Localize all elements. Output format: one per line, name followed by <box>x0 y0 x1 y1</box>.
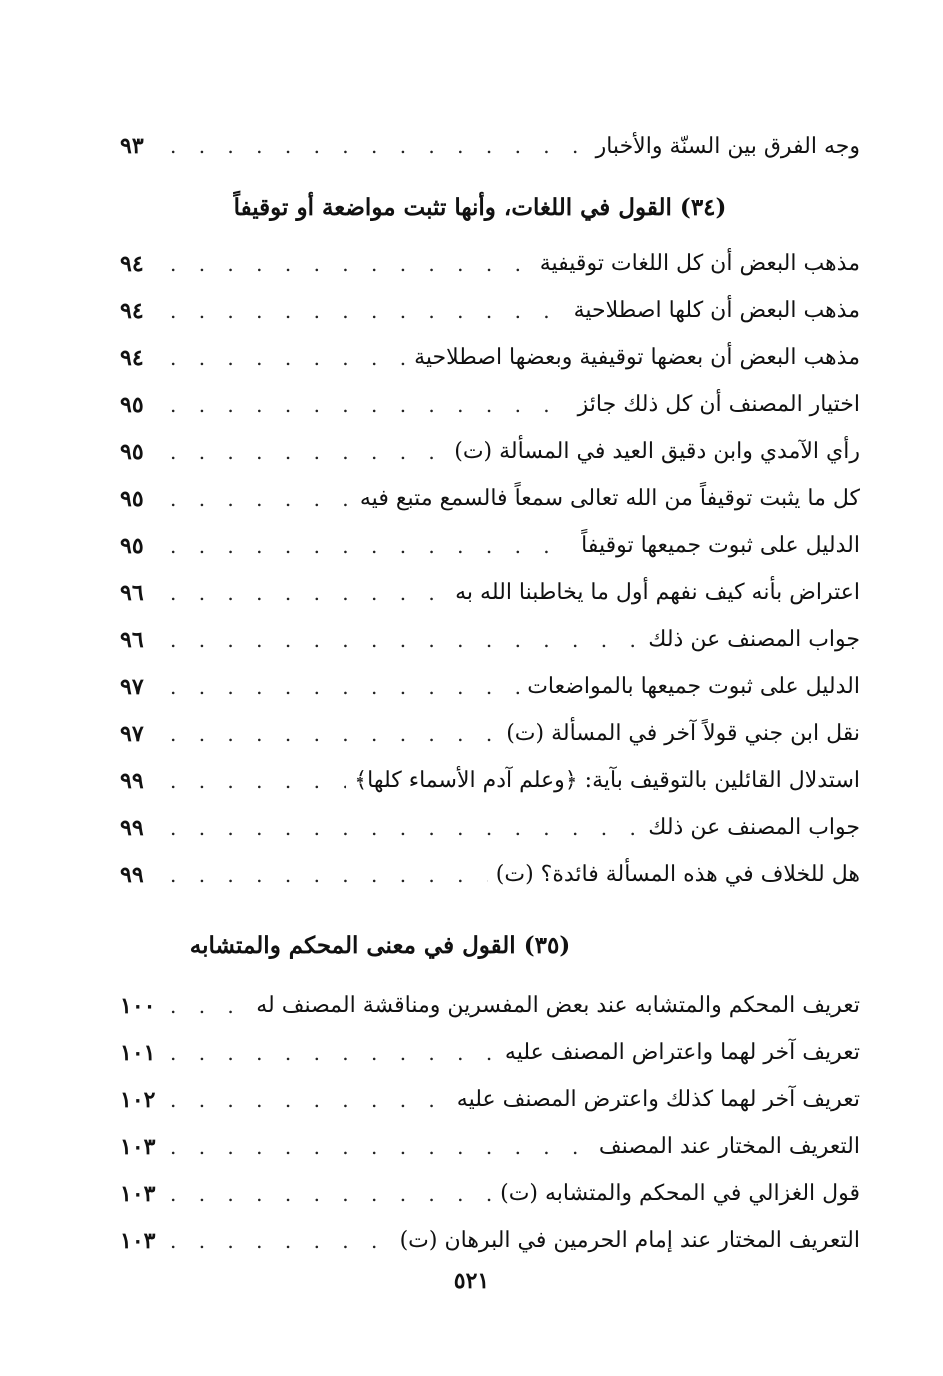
dot-leader <box>164 1229 392 1253</box>
toc-entry <box>120 757 860 804</box>
dot-leader <box>164 1041 497 1065</box>
toc-entry <box>120 334 860 381</box>
toc-entry-page: ١٠٣ <box>120 1227 156 1254</box>
toc-entry <box>120 428 860 475</box>
section-entries <box>120 982 860 1264</box>
toc-entry <box>120 287 860 334</box>
dot-leader <box>164 722 498 746</box>
dot-leader <box>164 393 570 417</box>
section-heading: (٣٤) القول في اللغات، وأنها تثبت مواضعة أو توقيفاً <box>233 193 727 221</box>
toc-entry-title: قول الغزالي في المحكم والمتشابه (ت) <box>500 1181 860 1206</box>
dot-leader <box>164 346 406 370</box>
section-heading: (٣٥) القول في معنى المحكم والمتشابه <box>189 931 571 959</box>
toc-entry-page: ٩٤ <box>120 297 144 324</box>
toc-entry-title: هل للخلاف في هذه المسألة فائدة؟ (ت) <box>495 862 860 887</box>
dot-leader <box>164 863 488 887</box>
toc-entry-page: ٩٥ <box>120 438 144 465</box>
toc-entry <box>120 569 860 616</box>
page-number: ٥٢١ <box>453 1268 490 1294</box>
toc-entry-title: التعريف المختار عند المصنف <box>598 1134 860 1159</box>
toc-entry <box>120 381 860 428</box>
toc-entry-page: ١٠١ <box>120 1039 156 1066</box>
toc-entry <box>120 522 860 569</box>
dot-leader <box>164 1182 492 1206</box>
toc-entry <box>120 710 860 757</box>
toc-entry-title: تعريف آخر لهما كذلك واعترض المصنف عليه <box>456 1087 860 1112</box>
toc-entry-page: ٩٥ <box>120 391 144 418</box>
toc-entry-title: الدليل على ثبوت جميعها بالمواضعات <box>527 674 860 699</box>
toc-entry-page: ١٠٣ <box>120 1180 156 1207</box>
toc-entry-title: مذهب البعض أن كل اللغات توقيفية <box>539 251 860 276</box>
toc-entry-title: كل ما يثبت توقيفاً من الله تعالى سمعاً فالسمع متبع فيه <box>359 486 860 511</box>
table-of-contents <box>120 118 860 1264</box>
toc-entry-page: ٩٧ <box>120 673 144 700</box>
dot-leader <box>164 299 566 323</box>
dot-leader <box>164 628 640 652</box>
toc-entry-page: ٩٤ <box>120 344 144 371</box>
dot-leader <box>164 816 640 840</box>
toc-entry-title: الدليل على ثبوت جميعها توقيفاً <box>581 533 860 558</box>
toc-entry-title: رأي الآمدي وابن دقيق العيد في المسألة (ت) <box>454 439 860 464</box>
toc-entry-page: ٩٩ <box>120 767 144 794</box>
toc-entry-title: جواب المصنف عن ذلك <box>648 815 860 840</box>
toc-entry-page: ١٠٢ <box>120 1086 156 1113</box>
toc-entry-page: ٩٦ <box>120 626 144 653</box>
toc-entry <box>120 1170 860 1217</box>
dot-leader <box>164 440 446 464</box>
toc-entry-page: ٩٥ <box>120 532 144 559</box>
toc-entry <box>120 1217 860 1264</box>
dot-leader <box>164 134 588 158</box>
toc-entry <box>120 851 860 898</box>
toc-entry-page: ٩٤ <box>120 250 144 277</box>
toc-entry-page: ٩٣ <box>120 133 144 159</box>
toc-entry <box>120 663 860 710</box>
dot-leader <box>164 769 346 793</box>
toc-entry-title: التعريف المختار عند إمام الحرمين في البرهان (ت) <box>399 1228 860 1253</box>
dot-leader <box>164 487 352 511</box>
dot-leader <box>164 252 532 276</box>
dot-leader <box>164 581 447 605</box>
toc-entry <box>120 1123 860 1170</box>
dot-leader <box>164 675 519 699</box>
toc-entry <box>120 475 860 522</box>
toc-entry-title: تعريف آخر لهما واعتراض المصنف عليه <box>504 1040 860 1065</box>
toc-entry-page: ١٠٣ <box>120 1133 156 1160</box>
toc-entry-title: اختيار المصنف أن كل ذلك جائز <box>577 392 860 417</box>
toc-entry-title: اعتراض بأنه كيف نفهم أول ما يخاطبنا الله به <box>455 580 860 605</box>
toc-entry <box>120 804 860 851</box>
toc-entry-page: ٩٦ <box>120 579 144 606</box>
dot-leader <box>164 1088 449 1112</box>
toc-entry-title: جواب المصنف عن ذلك <box>648 627 860 652</box>
toc-entry-page: ٩٩ <box>120 861 144 888</box>
toc-entry <box>120 240 860 287</box>
toc-entry-page: ٩٩ <box>120 814 144 841</box>
toc-entry <box>120 118 860 174</box>
section-entries <box>120 240 860 898</box>
toc-entry-title: تعريف المحكم والمتشابه عند بعض المفسرين ومناقشة المصنف له <box>256 993 860 1018</box>
dot-leader <box>164 534 573 558</box>
toc-entry <box>120 616 860 663</box>
toc-entry-title: نقل ابن جني قولاً آخر في المسألة (ت) <box>506 721 860 746</box>
toc-entry-page: ١٠٠ <box>120 992 156 1019</box>
toc-entry-title: وجه الفرق بين السنّة والأخبار <box>595 133 860 159</box>
toc-entry <box>120 1029 860 1076</box>
dot-leader <box>164 1135 591 1159</box>
toc-entry <box>120 982 860 1029</box>
toc-entry-title: مذهب البعض أن بعضها توقيفية وبعضها اصطلاحية <box>414 345 860 370</box>
toc-entry-title: مذهب البعض أن كلها اصطلاحية <box>573 298 860 323</box>
dot-leader <box>164 994 248 1018</box>
toc-entry-title: استدلال القائلين بالتوقيف بآية: ﴿وعلم آدم الأسماء كلها﴾ <box>354 768 860 793</box>
toc-entry-page: ٩٥ <box>120 485 144 512</box>
toc-entry-page: ٩٧ <box>120 720 144 747</box>
toc-entry <box>120 1076 860 1123</box>
